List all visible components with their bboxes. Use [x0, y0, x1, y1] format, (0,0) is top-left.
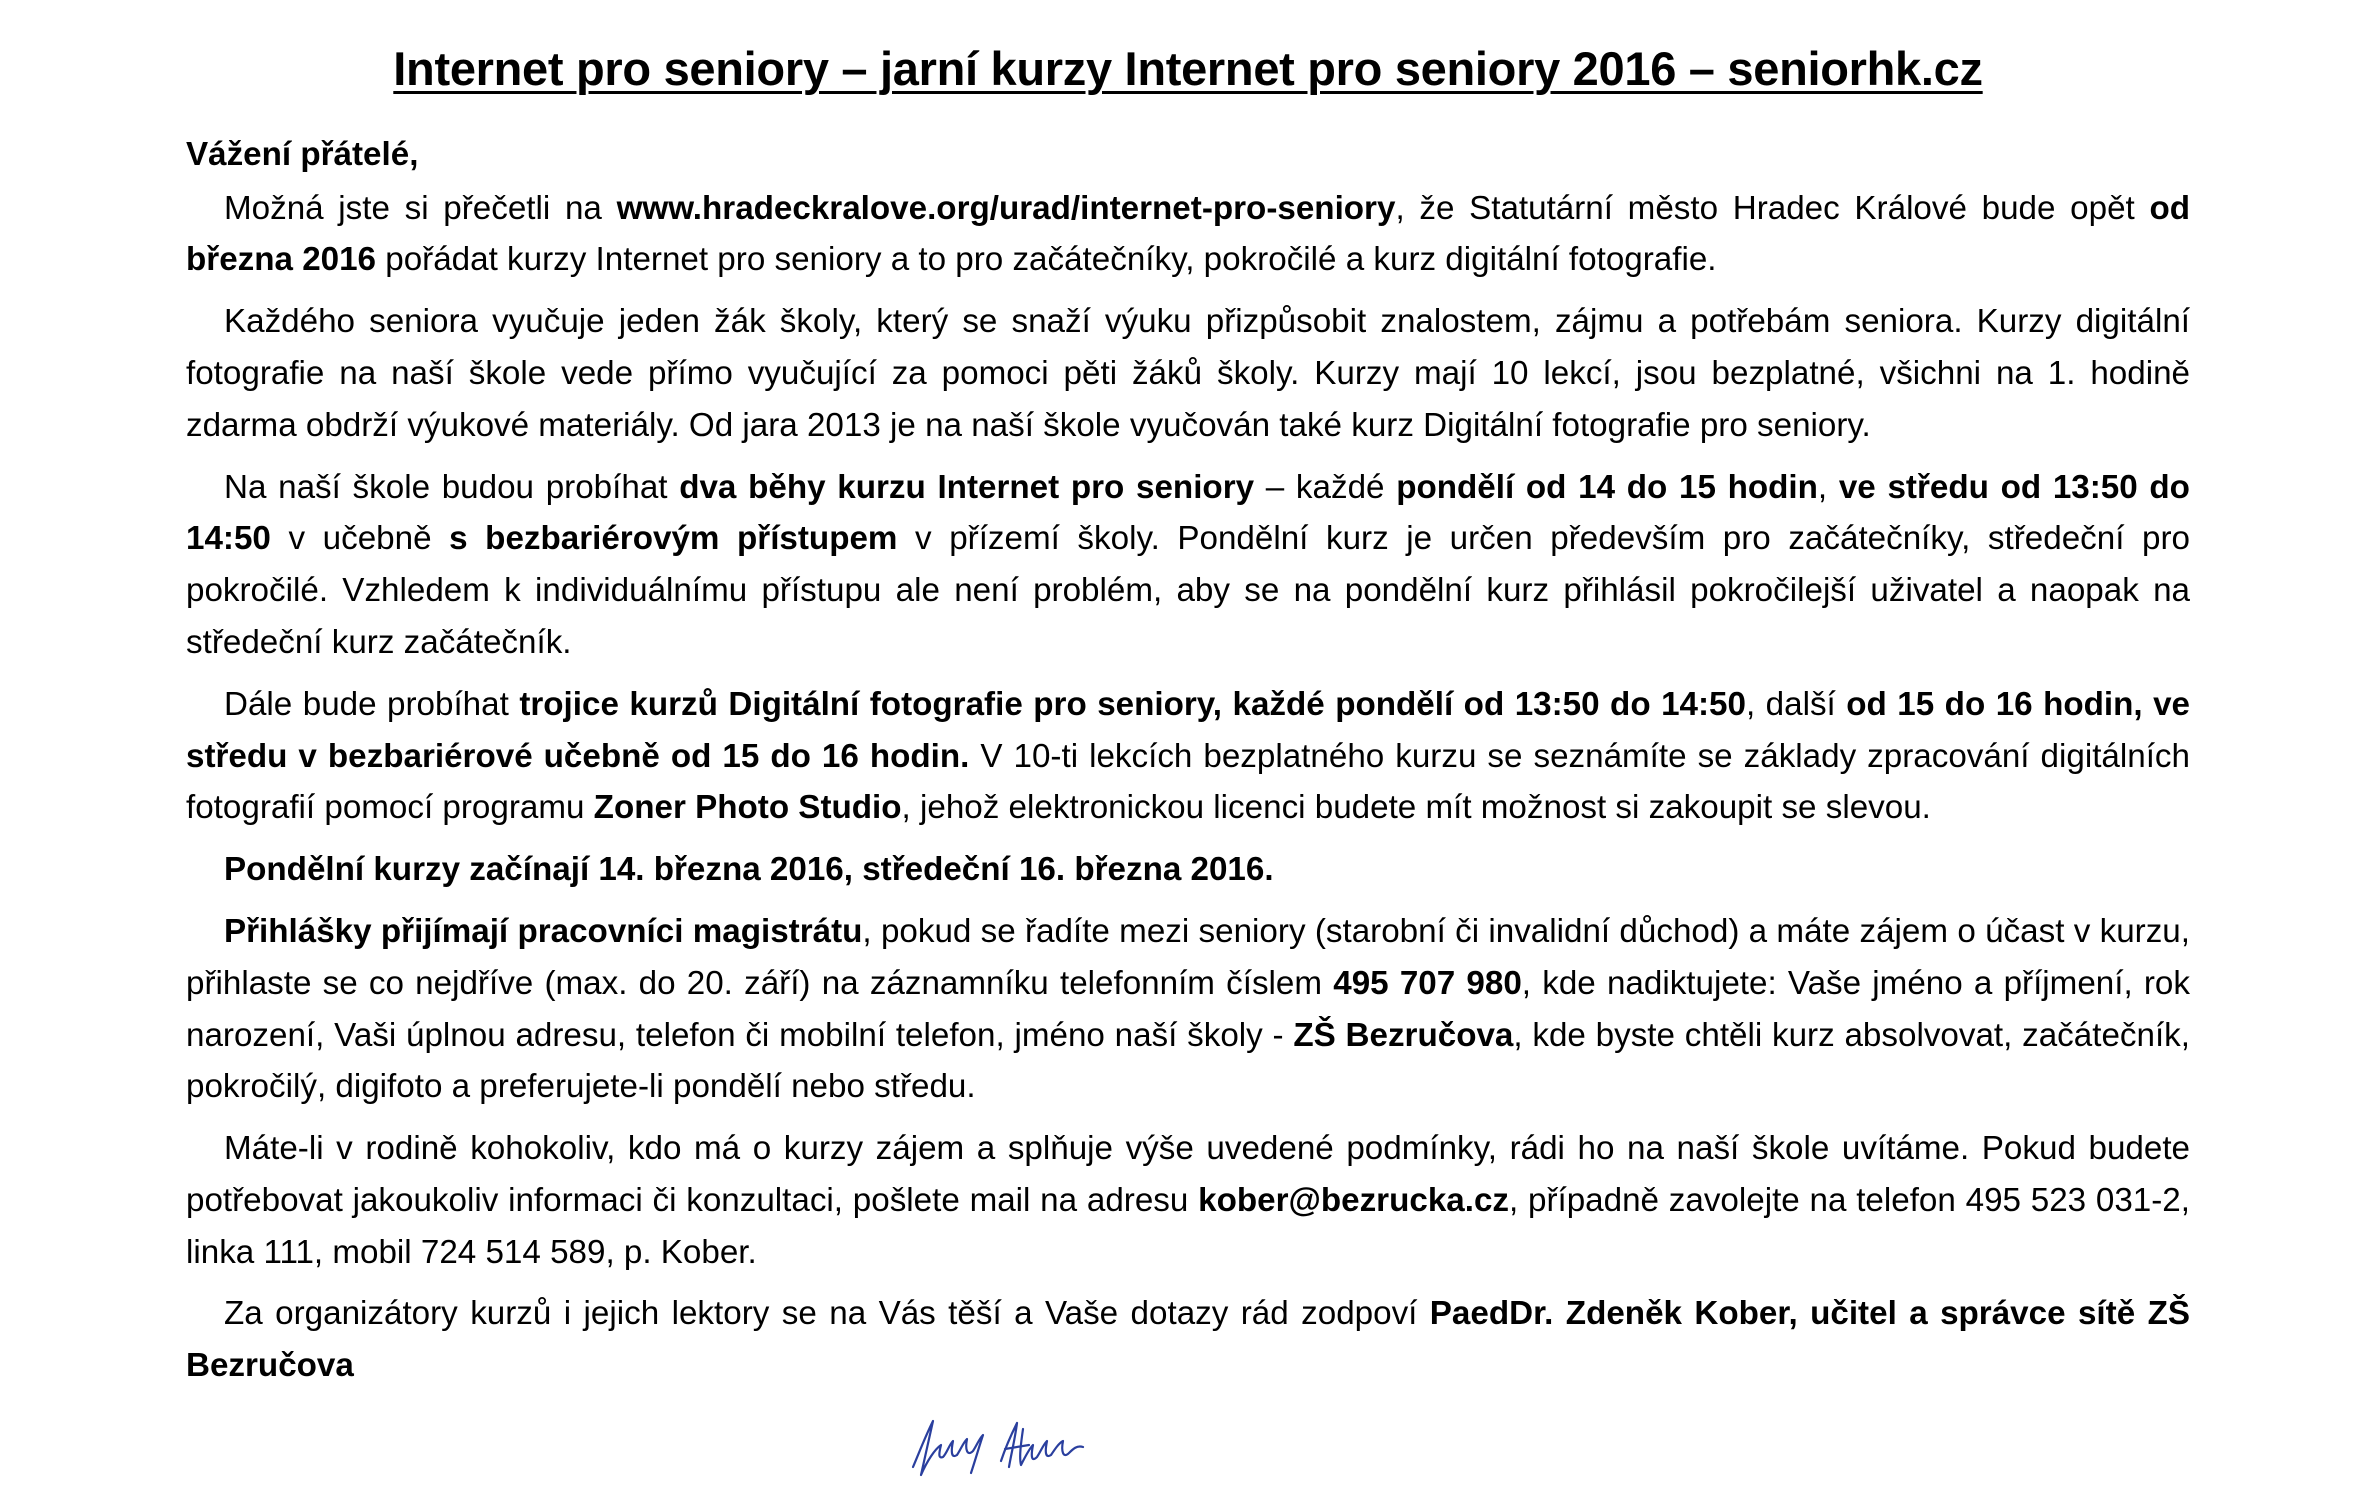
- paragraph: [186, 296, 2190, 451]
- text: Na naší škole budou probíhat: [224, 468, 680, 506]
- text: , jehož elektronickou licenci budete mít možnost si zakoupit se slevou.: [901, 789, 1931, 827]
- document-page: [186, 40, 2190, 1392]
- document-title: Internet pro seniory – jarní kurzy Internet pro seniory 2016 – seniorhk.cz: [393, 42, 1983, 95]
- text: – každé: [1254, 468, 1397, 506]
- paragraph: [186, 844, 2190, 896]
- bold-text: od 15 do 16 hodin, ve středu v bezbariérové učebně od 15 do 16 hodin.: [186, 685, 2191, 775]
- text: Máte-li v rodině kohokoliv, kdo má o kurzy zájem a splňuje výše uvedené podmínky, rádi ho na naší škole uvítáme. Pokud budete potřebovat jakoukoliv informaci či konzultaci, pošlete mail na adresu: [186, 1130, 2190, 1219]
- document-body: [186, 129, 2190, 1392]
- bold-text: Zoner Photo Studio: [593, 789, 902, 827]
- bold-text: kober@bezrucka.cz: [1198, 1181, 1509, 1219]
- bold-text: PaedDr. Zdeněk Kober, učitel a správce sítě ZŠ Bezručova: [186, 1295, 2190, 1385]
- bold-text: dva běhy kurzu Internet pro seniory: [679, 468, 1255, 506]
- text: V 10-ti lekcích bezplatného kurzu se seznámíte se základy zpracování digitálních fotografií pomocí programu: [186, 737, 2190, 827]
- bold-text: 495 707 980: [1333, 964, 1522, 1002]
- text: v přízemí školy. Pondělní kurz je určen především pro začátečníky, středeční pro pokročilé. Vzhledem k individuálnímu přístupu ale není problém, aby se na pondělní kurz přihlásil pokročilejší uživatel a naopak na středeční kurz začátečník.: [186, 520, 2190, 661]
- text: ,: [1817, 468, 1839, 506]
- text: , případně zavolejte na telefon 495 523 031-2, linka 111, mobil 724 514 589, p. Kober.: [186, 1181, 2190, 1271]
- handwritten-signature: [905, 1405, 1095, 1485]
- text: , že Statutární město Hradec Králové bude opět: [1395, 189, 2150, 227]
- bold-text: od března 2016: [186, 189, 2190, 279]
- text: , další: [1745, 685, 1847, 723]
- salutation-text: Vážení přátelé,: [186, 135, 419, 173]
- text: v učebně: [270, 520, 450, 558]
- text: Možná jste si přečetli na: [224, 189, 617, 227]
- paragraph: [186, 183, 2190, 287]
- paragraph: [186, 1288, 2190, 1392]
- text: Za organizátory kurzů i jejich lektory se na Vás těší a Vaše dotazy rád zodpoví: [224, 1295, 1430, 1333]
- bold-text: www.hradeckralove.org/urad/internet-pro-seniory: [616, 189, 1396, 227]
- bold-text: Pondělní kurzy začínají 14. března 2016, středeční 16. března 2016.: [224, 851, 1274, 889]
- paragraph: [186, 462, 2190, 669]
- bold-text: s bezbariérovým přístupem: [449, 520, 898, 558]
- paragraphs: [186, 183, 2190, 1393]
- bold-text: ZŠ Bezručova: [1293, 1016, 1514, 1054]
- text: , pokud se řadíte mezi seniory (starobní či invalidní důchod) a máte zájem o účast v kurzu, přihlaste se co nejdříve (max. do 20. září) na záznamníku telefonním číslem: [186, 912, 2190, 1002]
- paragraph: [186, 1123, 2190, 1278]
- text: , kde byste chtěli kurz absolvovat, začátečník, pokročilý, digifoto a preferujete-li pondělí nebo středu.: [186, 1016, 2191, 1106]
- bold-text: pondělí od 14 do 15 hodin: [1396, 468, 1818, 506]
- bold-text: ve středu od 13:50 do 14:50: [186, 468, 2190, 558]
- salutation: [186, 129, 2190, 181]
- bold-text: Přihlášky přijímají pracovníci magistrátu: [224, 912, 863, 950]
- paragraph: [186, 679, 2190, 834]
- text: pořádat kurzy Internet pro seniory a to pro začátečníky, pokročilé a kurz digitální fotografie.: [376, 241, 1717, 279]
- bold-text: trojice kurzů Digitální fotografie pro seniory, každé pondělí od 13:50 do 14:50: [519, 685, 1746, 723]
- text: Dále bude probíhat: [224, 685, 520, 723]
- text: Každého seniora vyučuje jeden žák školy, který se snaží výuku přizpůsobit znalostem, zájmu a potřebám seniora. Kurzy digitální fotografie na naší škole vede přímo vyučující za pomoci pěti žáků školy. Kurzy mají 10 lekcí, jsou bezplatné, všichni na 1. hodině zdarma obdrží výukové materiály. Od jara 2013 je na naší škole vyučován také kurz Digitální fotografie pro seniory.: [186, 303, 2190, 444]
- paragraph: [186, 906, 2190, 1113]
- text: , kde nadiktujete: Vaše jméno a příjmení, rok narození, Vaši úplnou adresu, telefon či mobilní telefon, jméno naší školy -: [186, 964, 2190, 1054]
